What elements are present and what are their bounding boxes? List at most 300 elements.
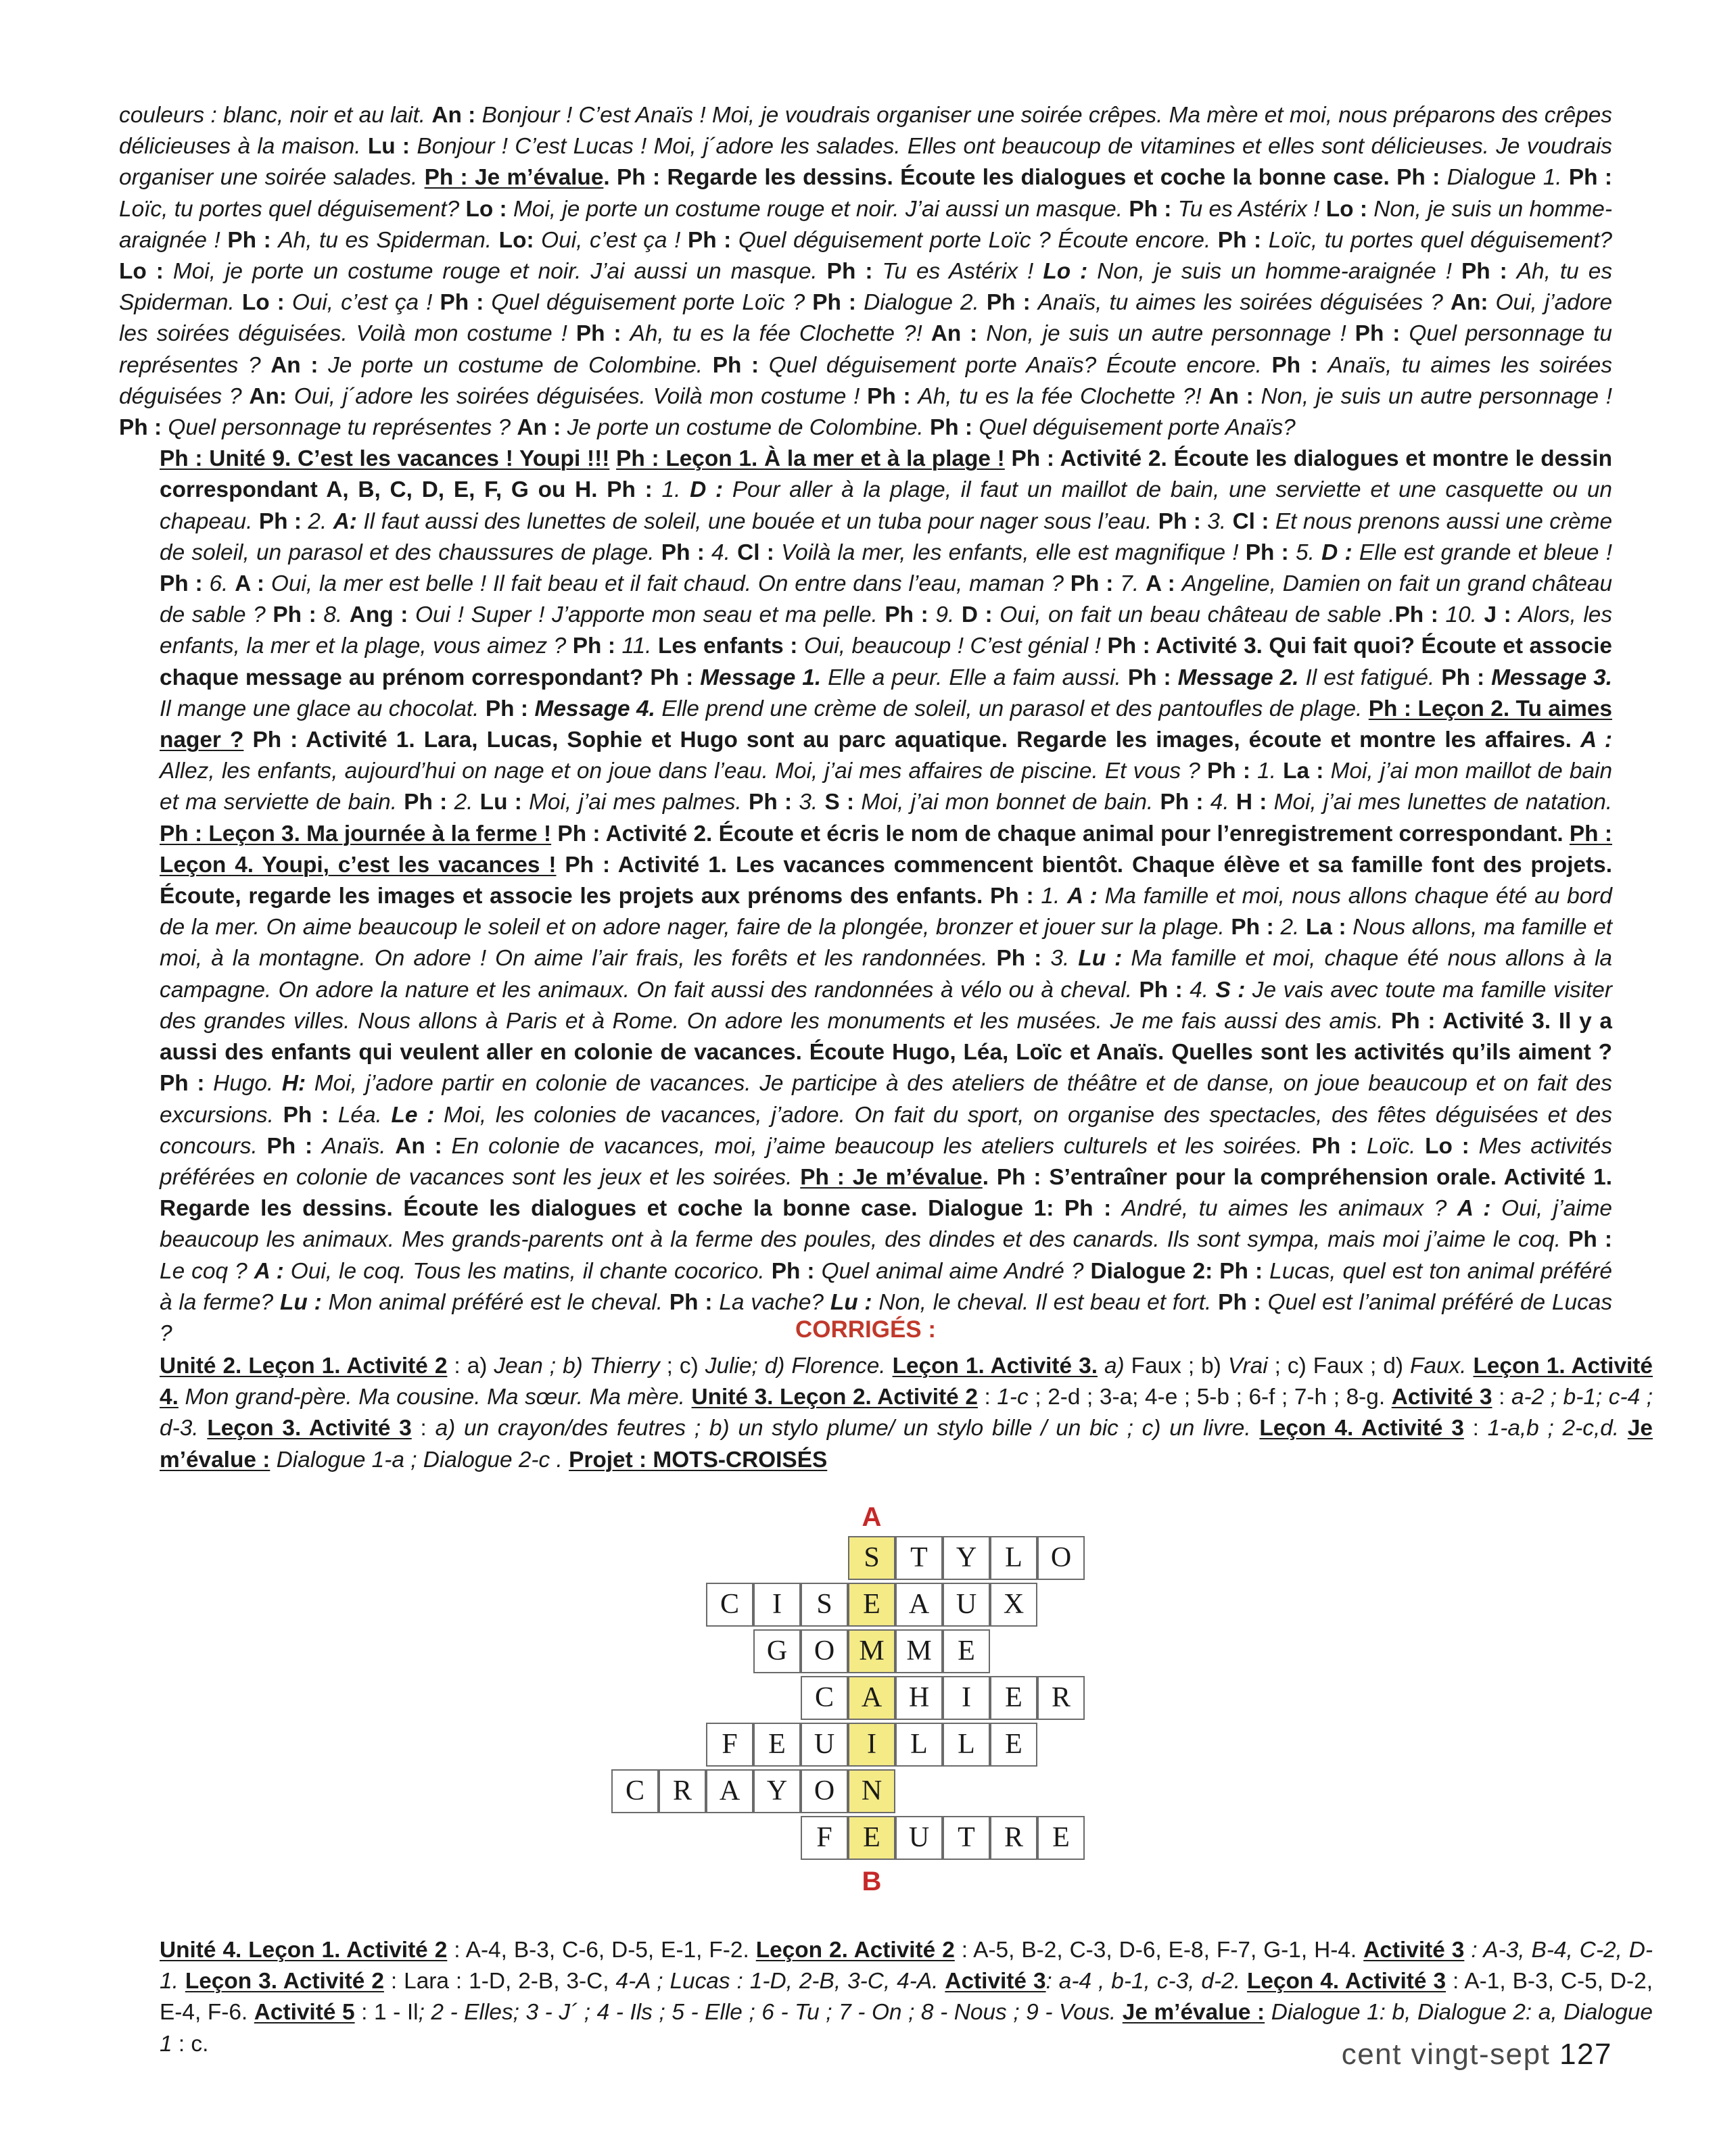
text-run: Moi, je porte un costume rouge et noir. J’ai aussi un masque. <box>172 259 827 285</box>
crossword-cell: U <box>801 1723 848 1767</box>
text-run: Léa. <box>337 1102 392 1128</box>
text-run: Oui, le coq. Tous les matins, il chante cocorico. <box>290 1258 772 1284</box>
crossword-key-cell: I <box>848 1723 895 1767</box>
text-run: Activité 3 <box>1363 1938 1465 1963</box>
text-run: 2. <box>454 790 480 815</box>
text-run: Je vais avec toute ma famille visiter des grandes villes. Nous allons à Paris et à Rome. On adore les monuments et les musées. Je me fais aussi des amis. <box>160 977 1613 1034</box>
text-run: An : <box>931 321 987 347</box>
text-run: Ph : <box>1311 1133 1367 1159</box>
text-run: Ah, tu es Spiderman. <box>119 259 1613 316</box>
text-run: Voilà la mer, les enfants, elle est magnifique ! <box>781 540 1246 565</box>
text-run: Anaïs. <box>321 1133 396 1159</box>
text-run: Ph : Leçon 4. Youpi, c’est les vacances ! <box>160 821 1612 878</box>
text-run: 2. <box>1280 915 1306 940</box>
text-run: 7. <box>1120 571 1146 597</box>
text-run: Quel est l’animal préféré de Lucas ? <box>160 1289 1613 1346</box>
text-run: Ph : <box>485 696 535 721</box>
text-run: Ah, tu es la fée Clochette ?! <box>630 321 931 347</box>
crossword-cell: E <box>943 1629 990 1673</box>
text-run: Ph : Activité 3. Il y a aussi des enfants qui veulent aller en colonie de vacances. Écoute Hugo, Léa, Loïc et Anaïs. Quelles sont les activités qu’ils aiment ? Ph : <box>160 1008 1612 1097</box>
crossword-cell: A <box>706 1769 753 1813</box>
page-number: 127 <box>1559 2038 1612 2071</box>
text-run: 1-c <box>997 1385 1035 1410</box>
text-run: Non, le cheval. Il est beau et fort. <box>878 1289 1219 1315</box>
answers-paragraph-1 <box>119 1351 1653 1476</box>
page-number-words: cent vingt-sept <box>1341 2038 1551 2071</box>
text-run: Message 1. <box>700 665 828 690</box>
crossword-cell: T <box>895 1536 943 1580</box>
text-run: A: <box>333 508 364 534</box>
text-run: Unité 4. Leçon 1. Activité 2 <box>160 1938 448 1963</box>
text-run: Les enfants : <box>657 633 804 659</box>
text-run: Leçon 1. Activité 4. <box>160 1354 1653 1410</box>
text-run: 4. <box>1190 977 1216 1003</box>
text-run: Ph : <box>227 227 279 253</box>
text-run: Lo : <box>1325 196 1374 222</box>
text-run: Ph : <box>885 602 936 628</box>
text-run: Faux. <box>1409 1354 1474 1379</box>
text-run: Alors, les enfants, la mer et la plage, vous aimez ? <box>160 602 1613 659</box>
text-run: 3. <box>799 790 825 815</box>
text-run: : A-1, B-3, C-5, D-2, E-4, F-6. <box>160 1969 1653 2026</box>
text-run: Ang : <box>349 602 416 628</box>
text-run: An : <box>395 1133 452 1159</box>
text-run: La vache? <box>719 1289 830 1315</box>
text-run: Lo : <box>119 259 173 285</box>
text-run: Je porte un costume de Colombine. <box>567 415 930 441</box>
text-run: Il mange une glace au chocolat. <box>160 696 486 721</box>
text-run: Oui ! Super ! J’apporte mon seau et ma pelle. <box>415 602 885 628</box>
crossword-cell: R <box>659 1769 706 1813</box>
text-run: Ph : <box>575 321 630 347</box>
text-run: Jean ; b) Thierry <box>494 1354 667 1379</box>
crossword-cell: C <box>611 1769 659 1813</box>
text-run: 3. <box>1207 508 1233 534</box>
text-run: An : <box>431 103 482 128</box>
crossword-key-cell: E <box>848 1816 895 1860</box>
text-run: Julie; d) Florence. <box>705 1354 893 1379</box>
text-run: Activité 5 <box>254 2000 355 2026</box>
text-run: Lo : <box>1425 1133 1479 1159</box>
text-run: Ph : <box>771 1258 822 1284</box>
crossword-cell: I <box>753 1583 801 1627</box>
text-run: A : <box>1457 1196 1501 1222</box>
text-run: Ph : <box>404 790 454 815</box>
text-run: Elle prend une crème de soleil, un parasol et des pantoufles de plage. <box>661 696 1369 721</box>
crossword-marker-bottom: B <box>862 1867 882 1896</box>
text-run: Ph : <box>1218 1289 1268 1315</box>
crossword-cell: R <box>990 1816 1037 1860</box>
crossword-cell: F <box>801 1816 848 1860</box>
text-run: J : <box>1484 602 1519 628</box>
text-run: . Ph : S’entraîner pour la compréhension orale. Activité 1. Regarde les dessins. Écoute les dialogues et coche la bonne case. Dialogue 1: Ph : <box>160 1164 1612 1222</box>
text-run: Le coq ? <box>160 1258 254 1284</box>
text-run: Dialogue 1-a ; Dialogue 2-c . <box>270 1447 569 1472</box>
text-run: Oui, j’aime beaucoup les animaux. Mes grands-parents ont à la ferme des poules, des dindes et des canards. Ils sont sympa, mais moi j’aime le coq. <box>160 1196 1613 1253</box>
text-run: Elle est grande et bleue ! <box>1359 540 1612 565</box>
text-run: Projet : MOTS-CROISÉS <box>569 1447 828 1472</box>
text-run: : A-4, B-3, C-6, D-5, E-1, F-2. <box>447 1938 756 1963</box>
text-run: Je m’évalue : <box>1122 2000 1265 2026</box>
text-run: Dialogue 2. <box>864 290 987 316</box>
text-run: Loïc. <box>1366 1133 1426 1159</box>
text-run: Ph : <box>1245 540 1296 565</box>
text-run: Lu : <box>1078 946 1131 972</box>
text-run: Quel déguisement porte Anaïs? <box>979 415 1296 441</box>
text-run: Ph : <box>1129 196 1178 222</box>
text-run: Ma famille et moi, chaque été nous allons à la campagne. On adore la nature et les animaux. On fait aussi des randonnées à vélo ou à cheval. <box>160 946 1612 1003</box>
text-run: Quel déguisement porte Loïc ? <box>491 290 813 316</box>
text-run: Ah, tu es Spiderman. <box>278 227 499 253</box>
crossword-cell: X <box>990 1583 1037 1627</box>
text-run: A : <box>254 1258 291 1284</box>
text-run: A : <box>235 571 271 597</box>
text-run: Ah, tu es la fée Clochette ?! <box>918 383 1209 409</box>
transcript-text <box>119 100 1612 1349</box>
text-run: Ph : Activité 3. Qui fait quoi? Écoute et associe chaque message au prénom correspondant? Ph : <box>160 633 1613 690</box>
text-run: Oui, la mer est belle ! Il fait beau et il fait chaud. On entre dans l’eau, maman ? <box>271 571 1071 597</box>
text-run: Non, je suis un autre personnage ! <box>986 321 1355 347</box>
text-run: : Lara : 1-D, 2-B, 3-C, <box>383 1969 616 1994</box>
text-run: Vrai <box>1227 1354 1275 1379</box>
text-run: Message 4. <box>534 696 662 721</box>
crossword-key-cell: S <box>848 1536 895 1580</box>
text-run: 9. <box>935 602 962 628</box>
text-run: Ph : <box>1568 1227 1612 1253</box>
text-run: Le : <box>391 1102 444 1128</box>
crossword-cell: L <box>990 1536 1037 1580</box>
text-run: Ph : <box>986 290 1038 316</box>
text-run: La : <box>1283 759 1331 784</box>
crossword-cell: E <box>990 1676 1037 1720</box>
text-run: ; 2 - Elles; 3 - J´ ; 4 - Ils ; 5 - Elle ; 6 - Tu ; 7 - On ; 8 - Nous ; 9 - Vous. <box>418 2000 1123 2026</box>
text-run: Message 3. <box>1491 665 1613 690</box>
text-run: Ph : <box>661 540 712 565</box>
text-run: En colonie de vacances, moi, j’aime beaucoup les ateliers culturels et les soirées. <box>451 1133 1312 1159</box>
crossword-cell: O <box>801 1769 848 1813</box>
text-run: . Ph : Regarde les dessins. Écoute les dialogues et coche la bonne case. Ph : <box>603 165 1447 191</box>
text-run: Ph : Leçon 2. Tu aimes nager ? <box>160 696 1612 753</box>
text-run: Quel personnage tu représentes ? <box>119 321 1613 378</box>
text-run: Leçon 1. Activité 3. <box>892 1354 1098 1379</box>
text-run: Moi, j’ai mes palmes. <box>529 790 749 815</box>
text-run: Ph : Je m’évalue <box>800 1164 983 1190</box>
text-run: Bonjour ! C’est Anaïs ! Moi, je voudrais organiser une soirée crêpes. Ma mère et moi, nous préparons des crêpes délicieuses à la maison. <box>119 103 1612 160</box>
text-run: An : <box>517 415 567 441</box>
crossword-cell: O <box>801 1629 848 1673</box>
text-run: Loïc, tu portes quel déguisement? <box>1268 227 1613 253</box>
text-run: Angeline, Damien on fait un grand château de sable ? <box>160 571 1613 628</box>
text-run: Ph : Je m’évalue <box>424 165 604 191</box>
text-run: Non, je suis un autre personnage ! <box>1261 383 1612 409</box>
text-run: Non, je suis un homme-araignée ! <box>119 196 1612 253</box>
text-run: Ph : Unité 9. C’est les vacances ! Youpi !!! <box>160 446 610 472</box>
text-run: 1. <box>1041 884 1068 909</box>
crossword-cell: C <box>801 1676 848 1720</box>
text-run: Lucas, quel est ton animal préféré à la ferme? <box>160 1258 1612 1315</box>
text-run: Unité 3. Leçon 2. Activité 2 <box>691 1385 978 1410</box>
text-run: Il faut aussi des lunettes de soleil, une bouée et un tuba pour nager sous l’eau. <box>363 508 1158 534</box>
text-run: D : <box>1321 540 1359 565</box>
text-run: Ph : <box>1158 508 1208 534</box>
text-run: Ph : <box>1160 790 1210 815</box>
text-run: A : <box>1067 884 1105 909</box>
text-run: Anaïs, tu aimes les soirées déguisées ? <box>1037 290 1451 316</box>
text-run: Oui, c’est ça ! <box>541 227 688 253</box>
text-run: : 1 - Il <box>354 2000 419 2026</box>
text-run: Ph : <box>812 290 864 316</box>
text-run: : a-4 , b-1, c-3, d-2. <box>1045 1969 1247 1994</box>
text-run: Cl : <box>1232 508 1275 534</box>
crossword-key-cell: M <box>848 1629 895 1673</box>
transcript-paragraph <box>119 444 1612 1349</box>
text-run: Elle a peur. Elle a faim aussi. <box>828 665 1128 690</box>
text-run: 2. <box>308 508 333 534</box>
text-run: Et nous prenons aussi une crème de soleil, un parasol et des chaussures de plage. <box>160 508 1613 565</box>
text-run: Ph : <box>1568 165 1612 191</box>
text-run: Ph : <box>160 571 210 597</box>
text-run: Ph : <box>1461 259 1517 285</box>
text-run: Ph : <box>1394 602 1446 628</box>
text-run: Ph : Leçon 3. Ma journée à la ferme ! <box>160 821 552 846</box>
text-run: Ph : <box>119 415 168 441</box>
crossword-key-cell: N <box>848 1769 895 1813</box>
crossword-cell: A <box>895 1583 943 1627</box>
text-run: 6. <box>209 571 235 597</box>
text-run: couleurs : blanc, noir et au lait. <box>119 103 432 128</box>
text-run: Non, je suis un homme-araignée ! <box>1097 259 1461 285</box>
text-run: 11. <box>621 633 658 659</box>
text-run: Quel déguisement porte Loïc ? Écoute encore. <box>738 227 1218 253</box>
text-run: ; c) <box>666 1354 705 1379</box>
text-run: H: <box>281 1071 314 1097</box>
text-run: Mon animal préféré est le cheval. <box>328 1289 669 1315</box>
text-run: An: <box>249 383 294 409</box>
text-run: 3. <box>1050 946 1079 972</box>
text-run: Je porte un costume de Colombine. <box>328 352 713 378</box>
text-run: Ph : <box>440 290 492 316</box>
text-run: Nous allons, ma famille et moi, à la montagne. On adore ! On aime l’air frais, les forêts et les randonnées. <box>160 915 1613 972</box>
crossword-cell: O <box>1037 1536 1085 1580</box>
text-run: : a) <box>447 1354 494 1379</box>
text-run: : c. <box>178 2031 209 2057</box>
text-run: a) un crayon/des feutres ; b) un stylo plume/ un stylo bille / un bic ; c) un livre. <box>435 1416 1260 1441</box>
text-run: 1-a,b ; 2-c,d. <box>1487 1416 1628 1441</box>
text-run: Mon grand-père. Ma cousine. Ma sœur. Ma mère. <box>178 1385 692 1410</box>
text-run: Ph : <box>572 633 622 659</box>
crossword-marker-top: A <box>862 1502 882 1532</box>
text-run: Pour aller à la plage, il faut un maillot de bain, une serviette et une casquette ou un chapeau. <box>160 477 1612 534</box>
text-run: : A-5, B-2, C-3, D-6, E-8, F-7, G-1, H-4. <box>954 1938 1364 1963</box>
text-run: Leçon 3. Activité 2 <box>185 1969 384 1994</box>
text-run: Dialogue 1. <box>1446 165 1569 191</box>
text-run: Leçon 4. Activité 3 <box>1259 1416 1464 1441</box>
text-run: Ma famille et moi, nous allons chaque été au bord de la mer. On aime beaucoup le soleil et on adore nager, faire de la plongée, bronzer et jouer sur la plage. <box>160 884 1612 940</box>
text-run: Message 2. <box>1177 665 1306 690</box>
text-run: Ph : <box>1355 321 1409 347</box>
transcript-paragraph <box>119 100 1612 444</box>
text-run: Lu : <box>479 790 530 815</box>
text-run: 4. <box>711 540 738 565</box>
text-run: 4. <box>1210 790 1236 815</box>
text-run: Dialogue 1: b, Dialogue 2: a, Dialogue 1 <box>160 2000 1653 2057</box>
text-run: An: <box>1450 290 1496 316</box>
text-run: Ph : <box>1231 915 1281 940</box>
text-run: Ph : <box>1070 571 1121 597</box>
text-run: Ph : <box>929 415 979 441</box>
text-run: D : <box>961 602 1000 628</box>
crossword-cell: U <box>895 1816 943 1860</box>
text-run: Leçon 4. Activité 3 <box>1246 1969 1446 1994</box>
text-run: : <box>1492 1385 1511 1410</box>
crossword-key-cell: A <box>848 1676 895 1720</box>
text-run: An : <box>1208 383 1261 409</box>
text-run: Dialogue 2: Ph : <box>1090 1258 1270 1284</box>
crossword-cell: L <box>943 1723 990 1767</box>
text-run: Ph : Activité 1. Les vacances commencent bientôt. Chaque élève et sa famille font des projets. Écoute, regarde les images et associe les projets aux prénoms des enfants. Ph : <box>160 852 1613 909</box>
crossword-cell: E <box>1037 1816 1085 1860</box>
text-run: Ph : <box>1207 759 1258 784</box>
text-run: Il est fatigué. <box>1305 665 1442 690</box>
crossword-cell: T <box>943 1816 990 1860</box>
text-run: ; c) Faux ; d) <box>1274 1354 1410 1379</box>
text-run: Oui, j´adore les soirées déguisées. Voilà mon costume ! <box>293 383 868 409</box>
text-run: Moi, j’ai mon maillot de bain et ma serviette de bain. <box>160 759 1613 815</box>
text-run: Lo: <box>498 227 542 253</box>
text-run: a-2 ; b-1; c-4 ; d-3. <box>160 1385 1653 1441</box>
text-run: Tu es Astérix ! <box>882 259 1043 285</box>
text-run: Ph : <box>712 352 769 378</box>
text-run: Activité 3 <box>945 1969 1046 1994</box>
text-run: Ph : <box>273 602 324 628</box>
text-run: 1. <box>661 477 690 503</box>
text-run: : A-3, B-4, C-2, D-1. <box>160 1938 1653 1994</box>
crossword-cell: I <box>943 1676 990 1720</box>
text-run: 8. <box>323 602 350 628</box>
text-run: 10. <box>1445 602 1484 628</box>
crossword-cell: Y <box>753 1769 801 1813</box>
text-run: Moi, les colonies de vacances, j’adore. On fait du sport, on organise des spectacles, des fêtes déguisées et des concours. <box>160 1102 1613 1159</box>
text-run: La : <box>1305 915 1353 940</box>
text-run: Ph : <box>1127 665 1178 690</box>
text-run: Quel déguisement porte Anaïs? Écoute encore. <box>768 352 1272 378</box>
text-run: Unité 2. Leçon 1. Activité 2 <box>160 1354 448 1379</box>
text-run: Oui, j’adore les soirées déguisées. Voilà mon costume ! <box>119 290 1613 347</box>
text-run: Ph : <box>1217 227 1269 253</box>
text-run: ; 2-d ; 3-a; 4-e ; 5-b ; 6-f ; 7-h ; 8-g. <box>1035 1385 1392 1410</box>
text-run: Moi, j’ai mon bonnet de bain. <box>861 790 1160 815</box>
text-run: Lu : <box>367 134 417 160</box>
text-run: Moi, je porte un costume rouge et noir. J’ai aussi un masque. <box>513 196 1129 222</box>
text-run: André, tu aimes les animaux ? <box>1121 1196 1457 1222</box>
text-run: Je m’évalue : <box>160 1416 1653 1472</box>
text-run: Hugo. <box>213 1071 282 1097</box>
text-run: Ph : <box>1139 977 1190 1003</box>
crossword-key-cell: E <box>848 1583 895 1627</box>
text-run: Ph : <box>749 790 799 815</box>
text-run: Ph : <box>1441 665 1492 690</box>
text-run: Ph : <box>867 383 918 409</box>
crossword-cell: U <box>943 1583 990 1627</box>
text-run: Lo : <box>1043 259 1098 285</box>
text-run: Ph : <box>826 259 883 285</box>
crossword-cell: R <box>1037 1676 1085 1720</box>
crossword-cell: S <box>801 1583 848 1627</box>
crossword-cell: E <box>990 1723 1037 1767</box>
text-run: S : <box>1215 977 1252 1003</box>
text-run: Cl : <box>737 540 782 565</box>
text-run: Allez, les enfants, aujourd’hui on nage et on joue dans l’eau. Moi, j’ai mes affaires de piscine. Et vous ? <box>160 759 1208 784</box>
text-run: Leçon 2. Activité 2 <box>755 1938 955 1963</box>
text-run: Ph : Leçon 1. À la mer et à la plage ! <box>616 446 1005 472</box>
text-run: Ph : <box>283 1102 338 1128</box>
crossword-cell: M <box>895 1629 943 1673</box>
text-run: Quel personnage tu représentes ? <box>168 415 517 441</box>
text-run: Lu : <box>279 1289 329 1315</box>
text-run: Leçon 3. Activité 3 <box>207 1416 412 1441</box>
text-run: Ph : <box>258 508 308 534</box>
text-run: Lo : <box>241 290 292 316</box>
text-run: D : <box>690 477 732 503</box>
text-run: Ph : Activité 1. Lara, Lucas, Sophie et Hugo sont au parc aquatique. Regarde les images, écoute et montre les affaires. <box>243 727 1580 753</box>
text-run: Ph : <box>266 1133 322 1159</box>
crossword-cell: F <box>706 1723 753 1767</box>
crossword-cell: L <box>895 1723 943 1767</box>
text-run: An : <box>271 352 329 378</box>
text-run: A : <box>1145 571 1182 597</box>
text-run: Quel animal aime André ? <box>821 1258 1091 1284</box>
text-run: Loïc, tu portes quel déguisement? <box>119 196 466 222</box>
text-run: Lu : <box>830 1289 879 1315</box>
text-run: : <box>1463 1416 1488 1441</box>
text-run: H : <box>1236 790 1274 815</box>
text-run: Mes activités préférées en colonie de vacances sont les jeux et les soirées. <box>160 1133 1613 1190</box>
text-run: 1. <box>1257 759 1284 784</box>
text-run: Anaïs, tu aimes les soirées déguisées ? <box>119 352 1613 409</box>
text-run: Ph : <box>996 946 1051 972</box>
text-run: : <box>411 1416 436 1441</box>
text-run: Lo : <box>465 196 513 222</box>
text-run: Ph : Activité 2. Écoute les dialogues et montre le dessin correspondant A, B, C, D, E, F, G ou H. Ph : <box>160 446 1612 503</box>
text-run: Ph : <box>1271 352 1328 378</box>
text-run: 4-A ; Lucas : 1-D, 2-B, 3-C, 4-A. <box>615 1969 945 1994</box>
text-run <box>609 446 616 471</box>
text-run: a) <box>1104 1354 1131 1379</box>
text-run: Moi, j’ai mes lunettes de natation. <box>1273 790 1613 815</box>
crossword-cell: E <box>753 1723 801 1767</box>
text-run: : <box>977 1385 997 1410</box>
text-run: S : <box>824 790 862 815</box>
text-run: Ph : <box>669 1289 720 1315</box>
crossword-cell: G <box>753 1629 801 1673</box>
text-run: Oui, c’est ça ! <box>291 290 440 316</box>
text-run <box>1098 1354 1104 1379</box>
text-run: Moi, j’adore partir en colonie de vacances. Je participe à des ateliers de théâtre et de danse, on joue beaucoup et on fait des excursions. <box>160 1071 1612 1128</box>
text-run: Ph : Activité 2. Écoute et écris le nom de chaque animal pour l’enregistrement correspondant. <box>551 821 1570 846</box>
text-run: Activité 3 <box>1391 1385 1492 1410</box>
crossword-cell: Y <box>943 1536 990 1580</box>
text-run: Tu es Astérix ! <box>1177 196 1326 222</box>
crossword-cell: C <box>706 1583 753 1627</box>
text-run: A : <box>1580 727 1612 753</box>
text-run: Faux ; b) <box>1131 1354 1228 1379</box>
crossword-cell: H <box>895 1676 943 1720</box>
page-footer <box>1342 2038 1612 2071</box>
text-run: Ph : <box>687 227 738 253</box>
corriges-heading: CORRIGÉS : <box>795 1316 937 1343</box>
text-run: Bonjour ! C’est Lucas ! Moi, j´adore les salades. Elles ont beaucoup de vitamines et elles sont délicieuses. Je voudrais organiser une soirée salades. <box>119 134 1612 191</box>
text-run: 5. <box>1296 540 1322 565</box>
